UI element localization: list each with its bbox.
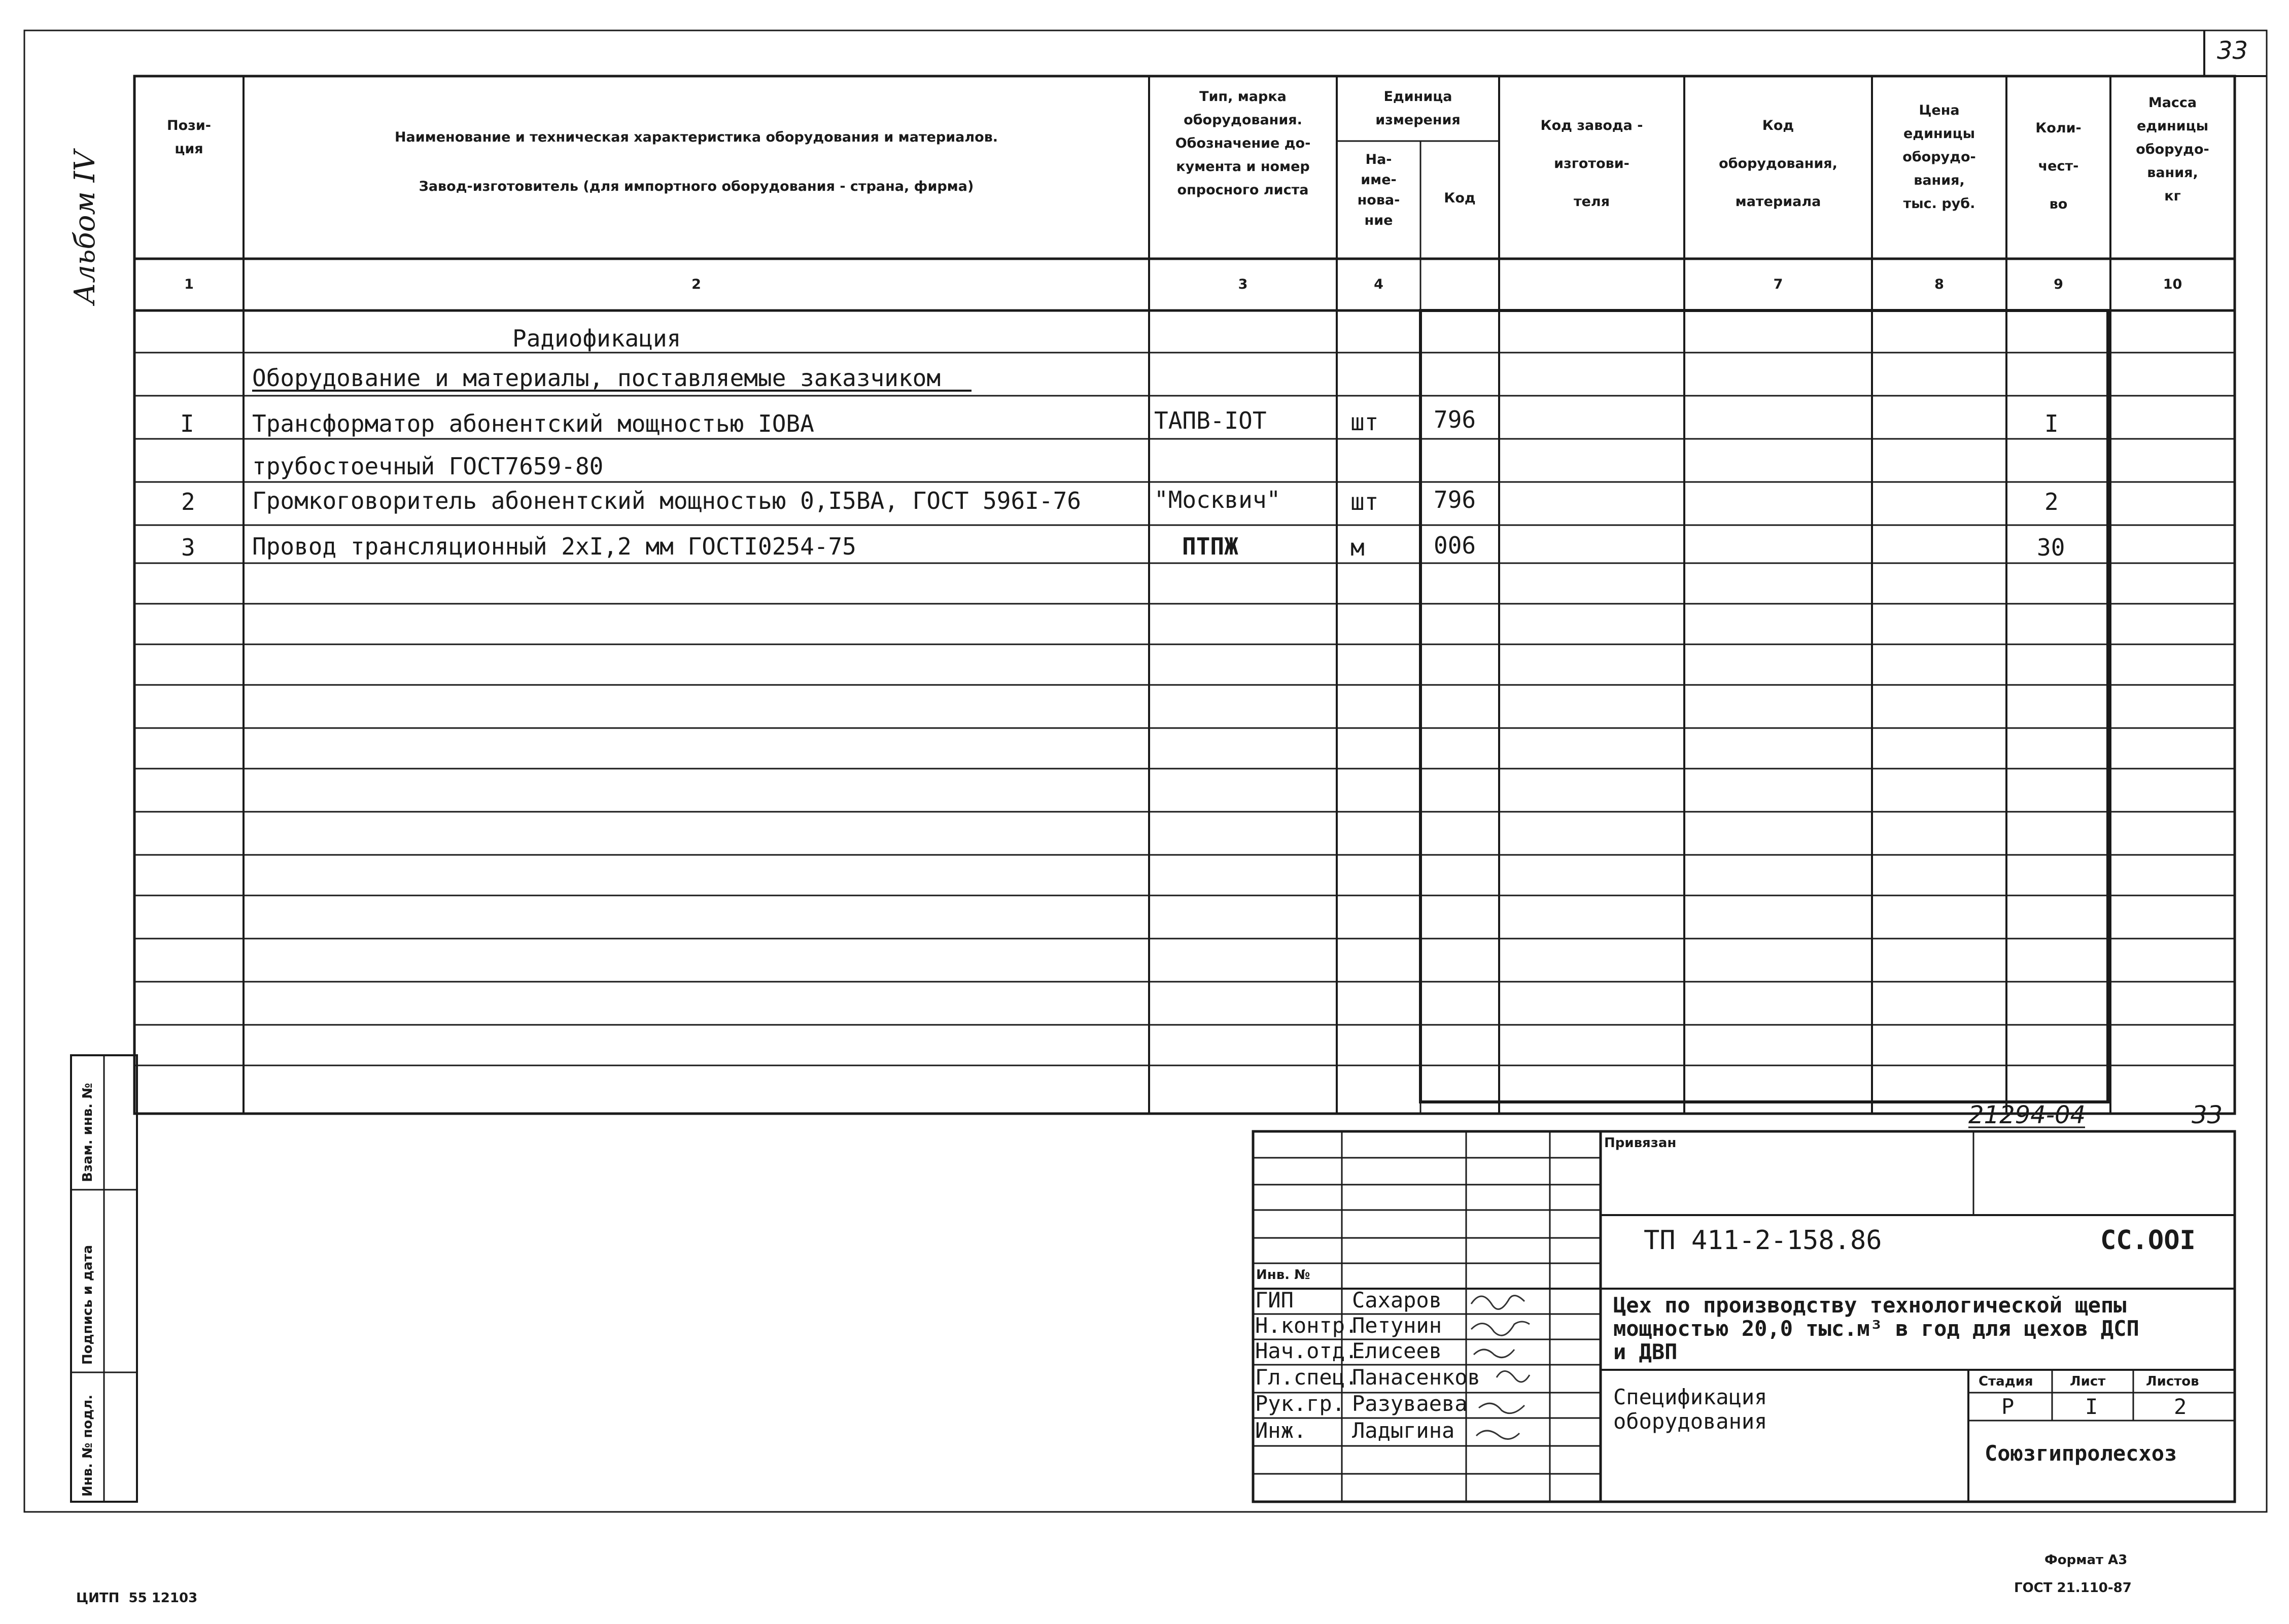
person-role: Нач.отд. xyxy=(1255,1338,1358,1363)
sheets-value: 2 xyxy=(2174,1394,2187,1419)
col-number-1: 1 xyxy=(184,277,194,292)
row-1-type: ТАПВ-IOТ xyxy=(1154,407,1267,434)
row-1-position: I xyxy=(180,410,194,437)
person-role: Инж. xyxy=(1255,1418,1307,1443)
row-1-unit: шт xyxy=(1350,408,1379,436)
person-name: Елисеев xyxy=(1352,1338,1442,1363)
stage-label: Стадия xyxy=(1979,1374,2033,1389)
document-name: Спецификация оборудования xyxy=(1613,1385,1767,1434)
col-number-7: 7 xyxy=(1773,277,1783,292)
section-subtitle: Оборудование и материалы, поставляемые заказчиком xyxy=(252,364,941,392)
row-1-name-continued: трубостоечный ГОСТ7659-80 xyxy=(252,453,604,480)
person-name: Сахаров xyxy=(1352,1288,1442,1312)
side-vzam-inv: Взам. инв. № xyxy=(80,1083,95,1182)
row-1-name: Трансформатор абонентский мощностью IOВА xyxy=(252,410,814,437)
format-label: Формат А3 xyxy=(2044,1552,2128,1568)
sheets-label: Листов xyxy=(2146,1374,2199,1389)
person-role: Н.контр. xyxy=(1255,1313,1358,1338)
gost-footer: ГОСТ 21.110-87 xyxy=(2014,1580,2132,1596)
sheet-label: Лист xyxy=(2070,1374,2106,1389)
person-role: Рук.гр. xyxy=(1255,1391,1345,1416)
row-3-type: ПТПЖ xyxy=(1182,533,1238,560)
person-name: Петунин xyxy=(1352,1313,1442,1338)
col-quantity-header: Коли- чест- во xyxy=(2035,120,2082,212)
col-mass-header: Масса единицы оборудо- вания, кг xyxy=(2136,95,2209,204)
row-2-quantity: 2 xyxy=(2044,488,2059,515)
col-number-4: 4 xyxy=(1374,277,1383,292)
doc-ref: 21294-04 xyxy=(1968,1101,2086,1129)
row-2-code: 796 xyxy=(1434,486,1476,513)
row-2-position: 2 xyxy=(181,488,195,515)
person-role: ГИП xyxy=(1255,1288,1294,1312)
row-1-code: 796 xyxy=(1434,406,1476,433)
person-name: Ладыгина xyxy=(1352,1418,1455,1443)
col-number-2: 2 xyxy=(691,277,701,292)
row-3-position: 3 xyxy=(181,534,195,561)
col-unit-group-header: Единица измерения xyxy=(1375,89,1461,128)
row-3-unit: м xyxy=(1350,534,1365,561)
row-3-quantity: 30 xyxy=(2037,534,2065,561)
col-number-8: 8 xyxy=(1934,277,1944,292)
col-number-10: 10 xyxy=(2163,277,2182,292)
side-inv-no: Инв. № подл. xyxy=(80,1394,95,1497)
cipher-footer: ЦИТП 55 12103 xyxy=(76,1591,198,1606)
col-maker-code-header: Код завода - изготови- теля xyxy=(1540,118,1643,210)
doc-code: СС.ООI xyxy=(2100,1225,2196,1256)
row-2-name: Громкоговоритель абонентский мощностью 0,I5ВА, ГОСТ 596I-76 xyxy=(252,487,1081,514)
organization: Союзгипролесхоз xyxy=(1985,1441,2177,1466)
col-unit-code-header: Код xyxy=(1444,190,1476,206)
col-name-header-line1: Наименование и техническая характеристика оборудования и материалов. xyxy=(394,129,998,145)
col-price-header: Цена единицы оборудо- вания, тыс. руб. xyxy=(1902,102,1976,212)
side-sign-date: Подпись и дата xyxy=(80,1245,95,1365)
linked-label: Привязан xyxy=(1604,1135,1677,1151)
project-title: Цех по производству технологической щепы мощностью 20,0 тыс.м³ в год для цехов ДСП и ДВП xyxy=(1613,1293,2139,1364)
person-name: Разуваева xyxy=(1352,1391,1468,1416)
section-title: Радиофикация xyxy=(512,325,681,352)
inv-label: Инв. № xyxy=(1256,1267,1310,1283)
album-label: Альбом IV xyxy=(68,150,101,304)
col-type-header: Тип, марка оборудования. Обозначение до- кумента и номер опросного листа xyxy=(1175,89,1311,198)
stage-value: Р xyxy=(2001,1394,2015,1419)
col-number-3: 3 xyxy=(1238,277,1248,292)
row-1-quantity: I xyxy=(2044,410,2059,437)
col-name-header-line2: Завод-изготовитель (для импортного оборудования - страна, фирма) xyxy=(419,179,974,194)
row-3-code: 006 xyxy=(1434,532,1476,559)
project-code: ТП 411-2-158.86 xyxy=(1644,1225,1882,1256)
sheet-value: I xyxy=(2085,1394,2098,1419)
col-number-9: 9 xyxy=(2054,277,2063,292)
col-position-header: Пози- ция xyxy=(167,118,211,157)
col-equipment-code-header: Код оборудования, материала xyxy=(1719,118,1837,210)
sheet-ref: 33 xyxy=(2192,1101,2223,1129)
person-name: Панасенков xyxy=(1352,1365,1480,1390)
row-2-type: "Москвич" xyxy=(1154,486,1281,513)
col-unit-name-header: На- име- нова- ние xyxy=(1357,152,1400,228)
row-3-name: Провод трансляционный 2хI,2 мм ГОСТI0254-75 xyxy=(252,533,856,560)
row-2-unit: шт xyxy=(1350,488,1379,515)
person-role: Гл.спец. xyxy=(1255,1365,1358,1390)
page-number: 33 xyxy=(2217,37,2248,65)
